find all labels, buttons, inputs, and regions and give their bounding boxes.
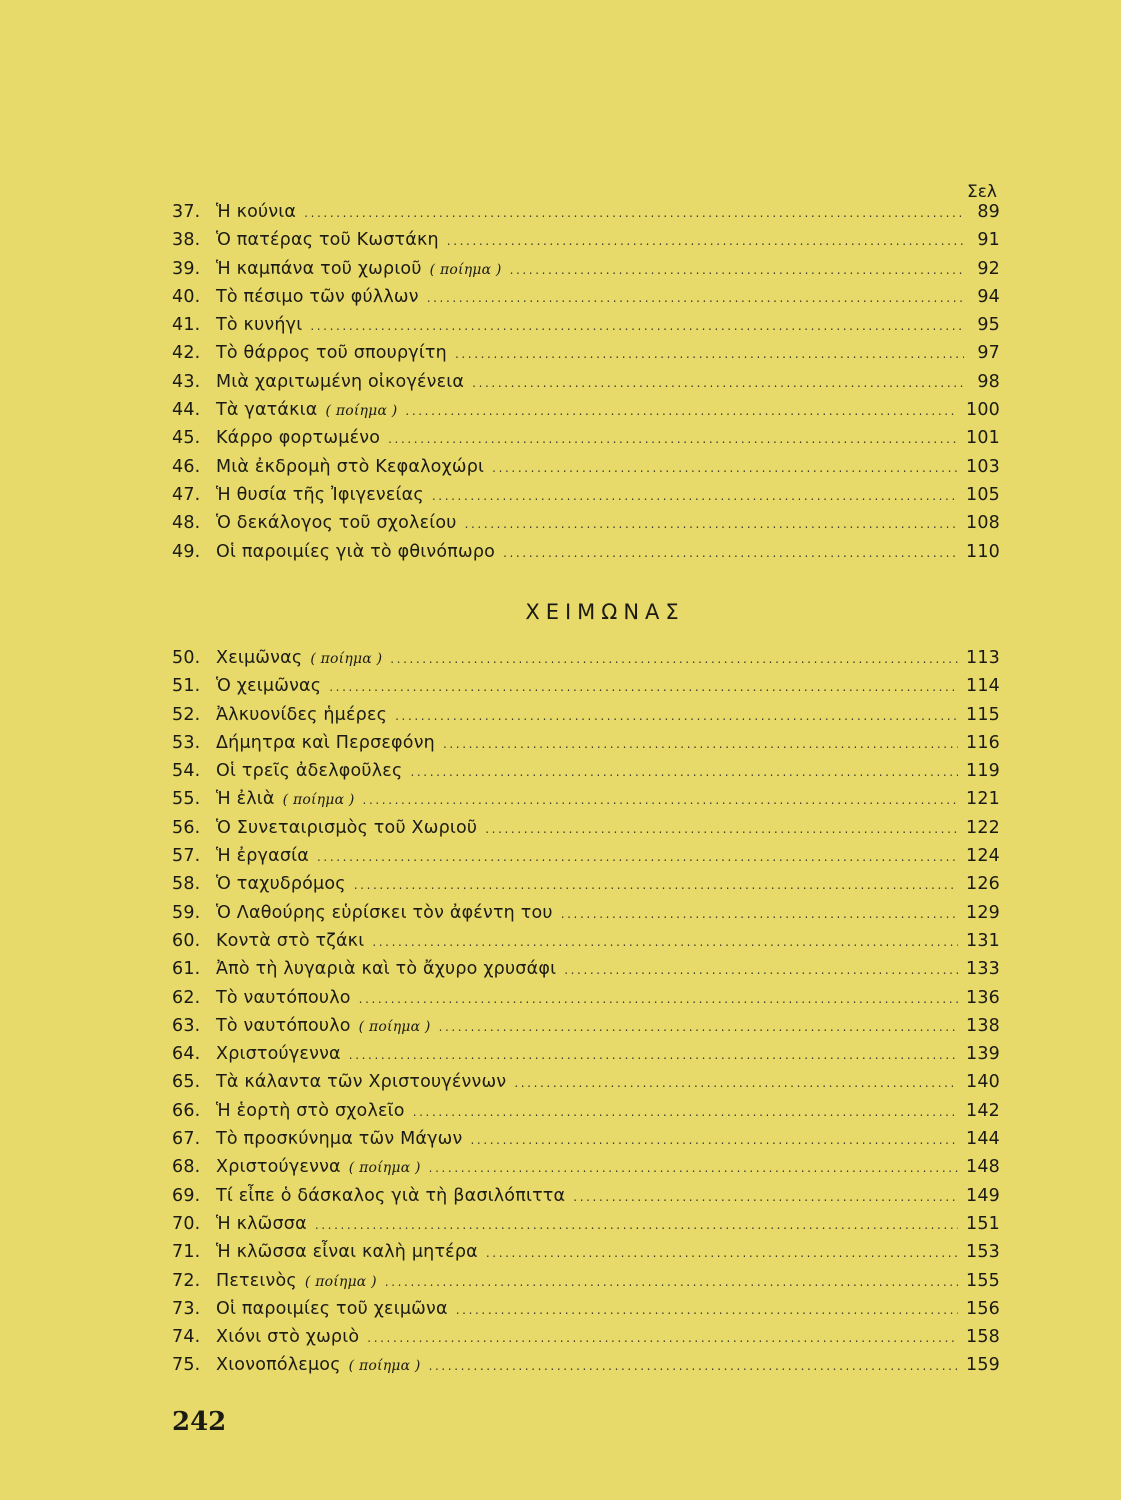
- leader-dots: [413, 1098, 958, 1126]
- entry-number: 66.: [172, 1100, 201, 1121]
- leader-dots: [315, 1211, 958, 1239]
- leader-dots: [443, 730, 958, 758]
- toc-entry: [172, 644, 1000, 672]
- entry-note: ( ποίημα ): [348, 1160, 421, 1177]
- toc-entry: [172, 1153, 1000, 1181]
- toc-entry: [172, 396, 1000, 424]
- entry-title: Τί εἶπε ὁ δάσκαλος γιὰ τὴ βασιλόπιττα: [216, 1185, 566, 1206]
- entry-page: 124: [965, 846, 1000, 867]
- entry-title: Χιονοπόλεμος: [216, 1355, 341, 1376]
- entry-number: 69.: [172, 1185, 201, 1206]
- entry-title: Ὁ ταχυδρόμος: [216, 874, 346, 895]
- entry-page: 97: [977, 343, 1000, 364]
- entry-title: Ἀλκυονίδες ἡμέρες: [216, 704, 388, 725]
- entry-title: Οἱ παροιμίες τοῦ χειμῶνα: [216, 1298, 448, 1319]
- toc-entry: [172, 255, 1000, 283]
- entry-number: 65.: [172, 1072, 201, 1093]
- entry-title: Ἡ κλῶσσα: [216, 1213, 307, 1234]
- leader-dots: [510, 256, 964, 284]
- entry-title: Τὰ κάλαντα τῶν Χριστουγέννων: [216, 1072, 507, 1093]
- entry-page: 142: [965, 1100, 1000, 1121]
- entry-title: Ἡ ἐλιὰ: [216, 789, 275, 810]
- entry-page: 136: [965, 987, 1000, 1008]
- toc-entry: [172, 1097, 1000, 1125]
- entry-page: 159: [965, 1355, 1000, 1376]
- entry-title: Ἡ ἐργασία: [216, 846, 309, 867]
- entry-title: Οἱ παροιμίες γιὰ τὸ φθινόπωρο: [216, 541, 496, 562]
- toc-entry: [172, 1351, 1000, 1379]
- entry-title: Χειμῶνας: [216, 648, 303, 668]
- entry-page: 110: [965, 541, 1000, 562]
- leader-dots: [395, 702, 958, 730]
- toc-entry: [172, 701, 1000, 729]
- entry-page: 144: [965, 1129, 1000, 1150]
- entry-page: 158: [965, 1327, 1000, 1348]
- toc-entry: [172, 1238, 1000, 1266]
- toc-entry: [172, 984, 1000, 1012]
- entry-page: 148: [965, 1157, 1000, 1178]
- toc-entry: [172, 481, 1000, 509]
- entry-page: 94: [977, 286, 1000, 307]
- entry-number: 57.: [172, 846, 201, 867]
- section-heading-winter: ΧΕΙΜΩΝΑΣ: [525, 600, 685, 624]
- toc-entry: [172, 198, 1000, 226]
- toc-entry: [172, 814, 1000, 842]
- leader-dots: [388, 425, 958, 453]
- entry-number: 70.: [172, 1213, 201, 1234]
- toc-entry: [172, 283, 1000, 311]
- entry-title: Τὸ προσκύνημα τῶν Μάγων: [216, 1129, 463, 1150]
- page-number: 242: [172, 1407, 227, 1437]
- entry-page: 114: [965, 676, 1000, 697]
- entry-page: 121: [965, 789, 1000, 810]
- entry-title: Τὸ κυνήγι: [216, 315, 303, 336]
- leader-dots: [455, 340, 964, 368]
- entry-title: Ἡ κλῶσσα εἶναι καλὴ μητέρα: [216, 1242, 478, 1263]
- toc-entry: [172, 1012, 1000, 1040]
- toc-entry: [172, 311, 1000, 339]
- leader-dots: [427, 284, 964, 312]
- entry-number: 75.: [172, 1355, 201, 1376]
- leader-dots: [485, 815, 958, 843]
- entry-note: ( ποίημα ): [348, 1358, 421, 1375]
- entry-number: 42.: [172, 343, 201, 364]
- entry-page: 129: [965, 902, 1000, 923]
- leader-dots: [439, 1013, 958, 1041]
- entry-number: 50.: [172, 648, 201, 668]
- toc-entry: [172, 870, 1000, 898]
- leader-dots: [472, 369, 964, 397]
- entry-title: Οἱ τρεῖς ἀδελφοῦλες: [216, 761, 403, 782]
- entry-page: 139: [965, 1044, 1000, 1065]
- entry-page: 91: [977, 230, 1000, 251]
- leader-dots: [465, 510, 958, 538]
- toc-entry: [172, 757, 1000, 785]
- toc-entry: [172, 509, 1000, 537]
- entry-page: 122: [965, 817, 1000, 838]
- entry-number: 56.: [172, 817, 201, 838]
- entry-page: 113: [965, 648, 1000, 668]
- entry-number: 58.: [172, 874, 201, 895]
- entry-title: Πετεινὸς: [216, 1270, 297, 1291]
- entry-page: 115: [965, 704, 1000, 725]
- leader-dots: [317, 843, 958, 871]
- leader-dots: [456, 1296, 958, 1324]
- entry-number: 64.: [172, 1044, 201, 1065]
- toc-entry: [172, 927, 1000, 955]
- toc-list-autumn: [172, 198, 1000, 566]
- entry-note: ( ποίημα ): [304, 1273, 377, 1290]
- leader-dots: [372, 928, 958, 956]
- toc-list-winter: [172, 644, 1000, 1380]
- leader-dots: [429, 1352, 958, 1380]
- entry-number: 71.: [172, 1242, 201, 1263]
- leader-dots: [354, 871, 958, 899]
- entry-number: 68.: [172, 1157, 201, 1178]
- entry-title: Κοντὰ στὸ τζάκι: [216, 930, 365, 951]
- entry-title: Χιόνι στὸ χωριὸ: [216, 1327, 360, 1348]
- entry-title: Ἡ κούνια: [216, 202, 297, 222]
- entry-note: ( ποίημα ): [310, 651, 383, 667]
- entry-number: 55.: [172, 789, 201, 810]
- entry-title: Χριστούγεννα: [216, 1157, 341, 1178]
- entry-number: 43.: [172, 371, 201, 392]
- entry-number: 40.: [172, 286, 201, 307]
- toc-entry: [172, 368, 1000, 396]
- leader-dots: [363, 786, 958, 814]
- entry-number: 47.: [172, 484, 201, 505]
- toc-entry: [172, 785, 1000, 813]
- entry-number: 53.: [172, 732, 201, 753]
- entry-title: Ὁ πατέρας τοῦ Κωστάκη: [216, 230, 439, 251]
- toc-entry: [172, 1210, 1000, 1238]
- entry-number: 61.: [172, 959, 201, 980]
- entry-number: 59.: [172, 902, 201, 923]
- toc-entry: [172, 226, 1000, 254]
- leader-dots: [367, 1324, 958, 1352]
- entry-title: Τὰ γατάκια: [216, 400, 318, 421]
- entry-number: 44.: [172, 400, 201, 421]
- entry-page: 138: [965, 1015, 1000, 1036]
- entry-note: ( ποίημα ): [429, 261, 502, 278]
- toc-entry: [172, 1295, 1000, 1323]
- entry-page: 98: [977, 371, 1000, 392]
- leader-dots: [503, 539, 958, 567]
- entry-number: 73.: [172, 1298, 201, 1319]
- leader-dots: [310, 312, 964, 340]
- entry-title: Ἡ καμπάνα τοῦ χωριοῦ: [216, 258, 422, 279]
- toc-entry: [172, 1040, 1000, 1068]
- entry-number: 52.: [172, 704, 201, 725]
- entry-page: 92: [977, 258, 1000, 279]
- entry-number: 39.: [172, 258, 201, 279]
- entry-page: 108: [965, 513, 1000, 534]
- entry-number: 63.: [172, 1015, 201, 1036]
- entry-number: 46.: [172, 456, 201, 477]
- toc-entry: [172, 899, 1000, 927]
- entry-page: 116: [965, 732, 1000, 753]
- toc-entry: [172, 1267, 1000, 1295]
- entry-page: 100: [965, 400, 1000, 421]
- leader-dots: [429, 1154, 958, 1182]
- entry-title: Ἡ ἑορτὴ στὸ σχολεῖο: [216, 1100, 405, 1121]
- entry-number: 48.: [172, 513, 201, 534]
- entry-note: ( ποίημα ): [325, 403, 398, 420]
- leader-dots: [304, 199, 964, 227]
- entry-title: Ὁ δεκάλογος τοῦ σχολείου: [216, 513, 457, 534]
- entry-page: 151: [965, 1213, 1000, 1234]
- leader-dots: [329, 673, 958, 701]
- leader-dots: [349, 1041, 958, 1069]
- entry-number: 38.: [172, 230, 201, 251]
- entry-number: 51.: [172, 676, 201, 697]
- leader-dots: [410, 758, 958, 786]
- toc-entry: [172, 453, 1000, 481]
- entry-title: Μιὰ ἐκδρομὴ στὸ Κεφαλοχώρι: [216, 456, 485, 477]
- leader-dots: [561, 900, 958, 928]
- entry-page: 126: [965, 874, 1000, 895]
- entry-number: 60.: [172, 930, 201, 951]
- entry-number: 49.: [172, 541, 201, 562]
- entry-page: 103: [965, 456, 1000, 477]
- entry-number: 67.: [172, 1129, 201, 1150]
- entry-title: Τὸ ναυτόπουλο: [216, 987, 351, 1008]
- entry-number: 62.: [172, 987, 201, 1008]
- entry-page: 131: [965, 930, 1000, 951]
- toc-entry: [172, 672, 1000, 700]
- entry-title: Κάρρο φορτωμένο: [216, 428, 381, 449]
- leader-dots: [432, 482, 958, 510]
- entry-page: 149: [965, 1185, 1000, 1206]
- page-column-label: Σελ: [967, 182, 997, 202]
- entry-page: 89: [977, 202, 1000, 222]
- leader-dots: [447, 227, 964, 255]
- entry-number: 41.: [172, 315, 201, 336]
- entry-page: 140: [965, 1072, 1000, 1093]
- entry-note: ( ποίημα ): [358, 1018, 431, 1035]
- toc-entry: [172, 842, 1000, 870]
- entry-title: Ὁ Συνεταιρισμὸς τοῦ Χωριοῦ: [216, 817, 478, 838]
- entry-number: 37.: [172, 202, 201, 222]
- entry-title: Χριστούγεννα: [216, 1044, 341, 1065]
- entry-title: Ἀπὸ τὴ λυγαριὰ καὶ τὸ ἄχυρο χρυσάφι: [216, 959, 557, 980]
- entry-title: Μιὰ χαριτωμένη οἰκογένεια: [216, 371, 465, 392]
- toc-entry: [172, 1182, 1000, 1210]
- entry-page: 156: [965, 1298, 1000, 1319]
- leader-dots: [573, 1183, 958, 1211]
- toc-entry: [172, 955, 1000, 983]
- entry-title: Ὁ Λαθούρης εὑρίσκει τὸν ἀφέντη του: [216, 902, 553, 923]
- entry-title: Τὸ πέσιμο τῶν φύλλων: [216, 286, 419, 307]
- entry-title: Τὸ ναυτόπουλο: [216, 1015, 351, 1036]
- toc-entry: [172, 1323, 1000, 1351]
- entry-title: Ἡ θυσία τῆς Ἰφιγενείας: [216, 484, 424, 505]
- leader-dots: [385, 1268, 958, 1296]
- leader-dots: [492, 454, 958, 482]
- entry-note: ( ποίημα ): [282, 792, 355, 809]
- leader-dots: [514, 1069, 958, 1097]
- leader-dots: [405, 397, 958, 425]
- entry-number: 54.: [172, 761, 201, 782]
- toc-entry: [172, 339, 1000, 367]
- entry-page: 133: [965, 959, 1000, 980]
- entry-page: 119: [965, 761, 1000, 782]
- leader-dots: [564, 956, 958, 984]
- leader-dots: [390, 645, 958, 673]
- leader-dots: [359, 985, 958, 1013]
- toc-entry: [172, 538, 1000, 566]
- leader-dots: [471, 1126, 958, 1154]
- entry-page: 155: [965, 1270, 1000, 1291]
- entry-page: 153: [965, 1242, 1000, 1263]
- toc-entry: [172, 729, 1000, 757]
- toc-entry: [172, 1068, 1000, 1096]
- entry-number: 72.: [172, 1270, 201, 1291]
- leader-dots: [486, 1239, 958, 1267]
- entry-title: Ὁ χειμῶνας: [216, 676, 322, 697]
- entry-page: 101: [965, 428, 1000, 449]
- entry-number: 74.: [172, 1327, 201, 1348]
- entry-title: Τὸ θάρρος τοῦ σπουργίτη: [216, 343, 447, 364]
- toc-entry: [172, 424, 1000, 452]
- entry-number: 45.: [172, 428, 201, 449]
- toc-entry: [172, 1125, 1000, 1153]
- entry-title: Δήμητρα καὶ Περσεφόνη: [216, 732, 435, 753]
- entry-page: 95: [977, 315, 1000, 336]
- entry-page: 105: [965, 484, 1000, 505]
